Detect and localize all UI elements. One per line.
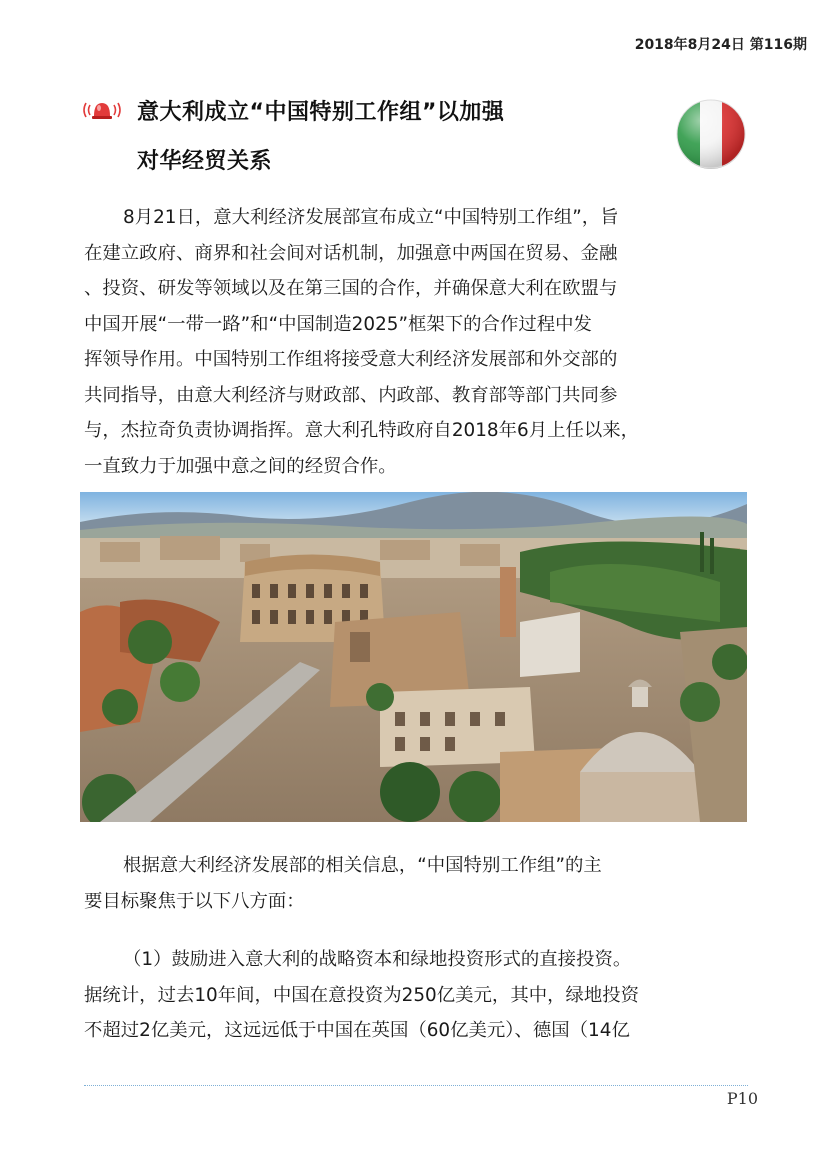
text-line: 、投资、研发等领域以及在第三国的合作，并确保意大利在欧盟与 xyxy=(84,278,618,299)
text-line: 不超过2亿美元，这远远低于中国在英国（60亿美元）、德国（14亿 xyxy=(84,1020,630,1041)
text-line: 共同指导，由意大利经济与财政部、内政部、教育部等部门共同参 xyxy=(84,384,618,406)
text-line: 在建立政府、商界和社会间对话机制，加强意中两国在贸易、金融 xyxy=(84,242,618,264)
article-title-line-2: 对华经贸关系 xyxy=(137,149,273,174)
italy-flag-icon xyxy=(675,98,747,170)
text-line: 据统计，过去10年间，中国在意投资为250亿美元，其中，绿地投资 xyxy=(84,984,640,1006)
paragraph-objectives-intro xyxy=(84,848,748,919)
page-number: P10 xyxy=(726,1089,758,1108)
text-line: 要目标聚焦于以下八方面： xyxy=(84,890,305,912)
paragraph-objective-1 xyxy=(84,942,748,1049)
alarm-bell-icon xyxy=(80,99,124,121)
text-line: （1）鼓励进入意大利的战略资本和绿地投资形式的直接投资。 xyxy=(123,949,632,970)
text-line: 挥领导作用。中国特别工作组将接受意大利经济发展部和外交部的 xyxy=(84,349,618,370)
text-line: 根据意大利经济发展部的相关信息，“中国特别工作组”的主 xyxy=(123,855,602,876)
paragraph-intro xyxy=(84,200,748,484)
text-line: 中国开展“一带一路”和“中国制造2025”框架下的合作过程中发 xyxy=(84,313,592,335)
rome-colosseum-photo xyxy=(80,492,747,822)
issue-date: 2018年8月24日 第116期 xyxy=(634,37,807,53)
text-line: 8月21日，意大利经济发展部宣布成立“中国特别工作组”，旨 xyxy=(123,207,619,228)
text-line: 与，杰拉奇负责协调指挥。意大利孔特政府自2018年6月上任以来， xyxy=(84,420,640,441)
article-title-line-1: 意大利成立“中国特别工作组”以加强 xyxy=(137,100,505,125)
text-line: 一直致力于加强中意之间的经贸合作。 xyxy=(84,455,397,477)
footer-divider xyxy=(84,1085,748,1086)
